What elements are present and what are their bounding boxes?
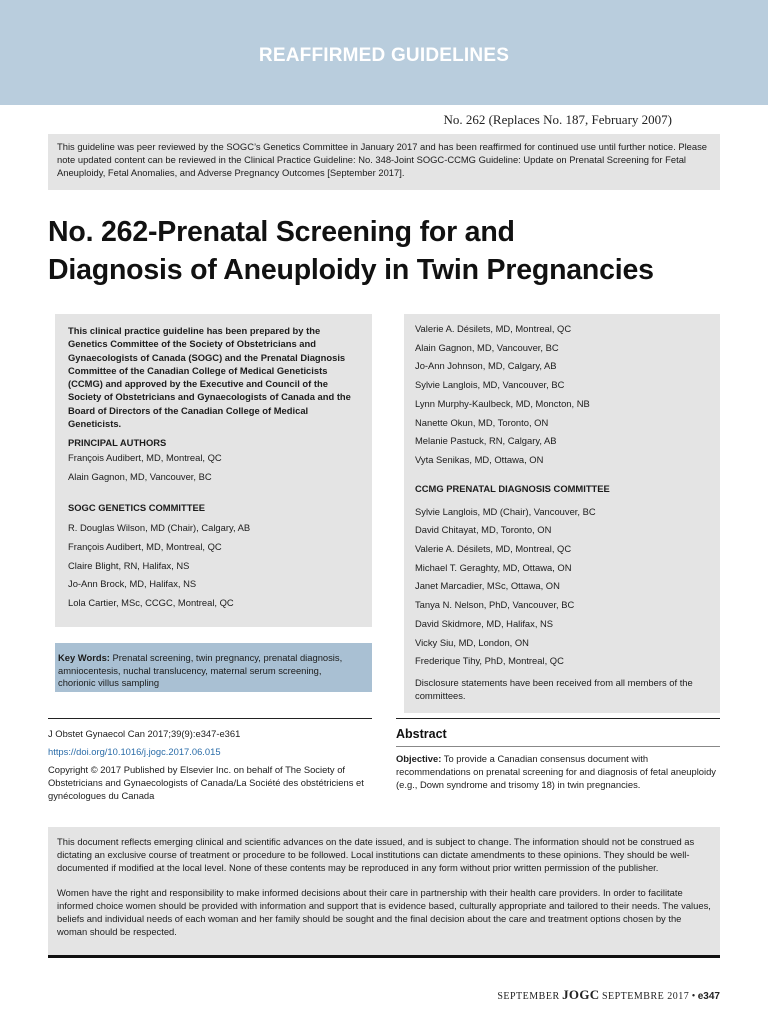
member-item: Valerie A. Désilets, MD, Montreal, QC: [415, 323, 572, 334]
sogc-committee-heading: SOGC GENETICS COMMITTEE: [68, 501, 205, 513]
disclaimer-paragraph-2: Women have the right and responsibility to make informed decisions about their care in partnership with their health care providers. In order to facilitate informed choice women should be provided with information and support that is evidence based, culturally appropriate and tailored to their needs. The values, beliefs and individual needs of each woman and her family should be sought and the final decision about the care and treatment options chosen by the woman should be respected.: [57, 887, 711, 937]
member-item: Jo-Ann Brock, MD, Halifax, NS: [68, 578, 197, 590]
disclaimer-paragraph-1: This document reflects emerging clinical and scientific advances on the date issued, and is subject to change. The information should not be construed as dictating an exclusive course of treatment or procedure to be followed. Local institutions can dictate amendments to these opinions. They should be well-documented if modified at the local level. None of these contents may be reproduced in any form without prior written permission of the publisher.: [57, 836, 695, 873]
principal-authors-list: [68, 449, 360, 487]
objective-label: Objective:: [396, 753, 442, 764]
sogc-committee-list: [68, 519, 360, 613]
committee-box-right: [404, 314, 720, 713]
disclaimer-box: [48, 827, 720, 956]
ccmg-committee-list: [415, 503, 712, 671]
member-item: Vyta Senikas, MD, Ottawa, ON: [415, 453, 544, 465]
member-item: Lola Cartier, MSc, CCGC, Montreal, QC: [68, 597, 234, 609]
member-item: Jo-Ann Johnson, MD, Calgary, AB: [415, 360, 557, 372]
member-item: R. Douglas Wilson, MD (Chair), Calgary, AB: [68, 521, 251, 533]
article-title: [48, 213, 738, 289]
objective-text: To provide a Canadian consensus document with recommendations on prenatal screening for and diagnosis of fetal aneuploidy (e.g., Down syndrome and trisomy 18) in twin pregnancies.: [396, 753, 716, 790]
keywords-box: [55, 643, 372, 692]
copyright-notice: Copyright © 2017 Published by Elsevier Inc. on behalf of The Society of Obstetricians and Gynaecologists of Canada/La Société des obstétriciens et gynécologues du Canada: [48, 764, 364, 801]
page-number: e347: [697, 991, 720, 1002]
member-item: Nanette Okun, MD, Toronto, ON: [415, 416, 549, 428]
member-item: Alain Gagnon, MD, Vancouver, BC: [415, 341, 559, 353]
header-banner: [0, 0, 768, 105]
member-item: Sylvie Langlois, MD (Chair), Vancouver, BC: [415, 505, 596, 517]
title-line-2: Diagnosis of Aneuploidy in Twin Pregnancies: [48, 254, 654, 286]
committee-box-left: [55, 314, 372, 627]
member-item: Lynn Murphy-Kaulbeck, MD, Moncton, NB: [415, 397, 590, 409]
member-item: David Skidmore, MD, Halifax, NS: [415, 617, 554, 629]
doi-link[interactable]: https://doi.org/10.1016/j.jogc.2017.06.015: [48, 746, 221, 757]
title-line-1: No. 262-Prenatal Screening for and: [48, 216, 515, 248]
member-item: Tanya N. Nelson, PhD, Vancouver, BC: [415, 599, 575, 611]
member-item: Valerie A. Désilets, MD, Montreal, QC: [415, 543, 572, 555]
member-item: Frederique Tihy, PhD, Montreal, QC: [415, 655, 564, 667]
page-footer: [497, 987, 720, 1003]
principal-authors-heading: PRINCIPAL AUTHORS: [68, 437, 167, 449]
guideline-intro: This clinical practice guideline has been prepared by the Genetics Committee of the Society of Obstetricians and Gynaecologists of Canada (SOGC) and the Prenatal Diagnosis Committee of the Canadian College of Medical Geneticists (CCMG) and approved by the Executive and Council of the Society of Obstetricians and Gynaecologists of Canada and the Board of Directors of the Canadian College of Medical Geneticists.: [68, 325, 351, 430]
journal-citation: J Obstet Gynaecol Can 2017;39(9):e347-e361: [48, 728, 241, 739]
footer-month-en: SEPTEMBER: [497, 991, 560, 1002]
member-item: Vicky Siu, MD, London, ON: [415, 636, 529, 648]
abstract-heading: Abstract: [396, 727, 447, 741]
citation-block: [48, 718, 372, 807]
banner-title: REAFFIRMED GUIDELINES: [258, 45, 510, 66]
author-item: Alain Gagnon, MD, Vancouver, BC: [68, 471, 212, 483]
member-item: Sylvie Langlois, MD, Vancouver, BC: [415, 379, 565, 391]
sogc-committee-list-continued: [415, 320, 712, 470]
footer-bullet: •: [691, 991, 696, 1002]
disclosure-statement: Disclosure statements have been received from all members of the committees.: [415, 676, 693, 701]
abstract-objective: [396, 752, 720, 791]
member-item: Melanie Pastuck, RN, Calgary, AB: [415, 435, 557, 447]
footer-journal-name: JOGC: [562, 987, 600, 1002]
abstract-divider: [396, 746, 720, 747]
member-item: Claire Blight, RN, Halifax, NS: [68, 559, 190, 571]
abstract-section: [396, 718, 720, 791]
member-item: Janet Marcadier, MSc, Ottawa, ON: [415, 580, 560, 592]
footer-month-fr-year: SEPTEMBRE 2017: [601, 991, 690, 1002]
reaffirmation-notice: This guideline was peer reviewed by the SOGC’s Genetics Committee in January 2017 and has been reaffirmed for continued use until further notice. Please note updated content can be reviewed in the Clinical Practice Guideline: No. 348-Joint SOGC-CCMG Guideline: Update on Prenatal Screening for Fetal Aneuploidy, Fetal Anomalies, and Adverse Pregnancy Outcomes [September 2017].: [48, 134, 720, 190]
keywords-text: Prenatal screening, twin pregnancy, prenatal diagnosis, amniocentesis, nuchal translucency, maternal serum screening, chorionic villus sampling: [58, 652, 343, 688]
author-item: François Audibert, MD, Montreal, QC: [68, 452, 222, 464]
ccmg-committee-heading: CCMG PRENATAL DIAGNOSIS COMMITTEE: [415, 482, 610, 494]
member-item: François Audibert, MD, Montreal, QC: [68, 540, 222, 552]
member-item: David Chitayat, MD, Toronto, ON: [415, 524, 552, 536]
member-item: Michael T. Geraghty, MD, Ottawa, ON: [415, 561, 572, 573]
keywords-label: Key Words:: [58, 652, 110, 663]
document-number: No. 262 (Replaces No. 187, February 2007): [443, 112, 672, 127]
bottom-rule: [48, 955, 720, 958]
